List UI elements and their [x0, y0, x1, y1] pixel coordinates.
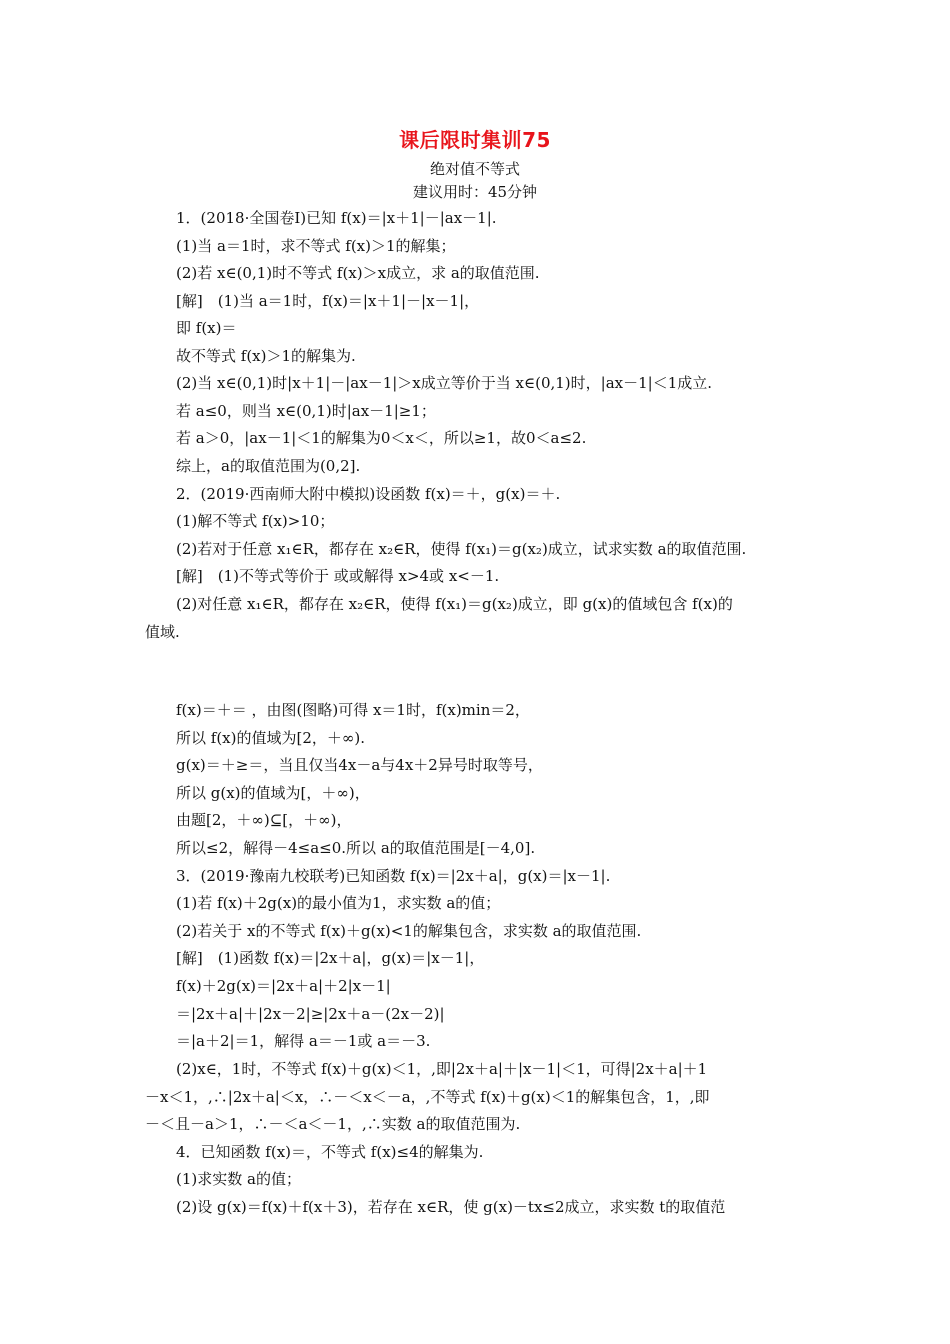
text-line: 故不等式 f(x)＞1的解集为. [176, 347, 356, 365]
text-line: －＜且－a＞1，∴－＜a＜－1，,∴实数 a的取值范围为. [145, 1115, 521, 1133]
text-line: [解] (1)当 a＝1时，f(x)＝|x＋1|－|x－1|， [176, 292, 480, 310]
text-line: (2)设 g(x)＝f(x)＋f(x＋3)，若存在 x∈R，使 g(x)－tx≤2成立，求实数 t的取值范 [176, 1198, 726, 1216]
text-line: (2)若对于任意 x₁∈R，都存在 x₂∈R，使得 f(x₁)＝g(x₂)成立，试求实数 a的取值范围. [176, 540, 747, 558]
text-line: (2)对任意 x₁∈R，都存在 x₂∈R，使得 f(x₁)＝g(x₂)成立，即 g(x)的值域包含 f(x)的 [176, 595, 733, 613]
text-line: (1)当 a＝1时，求不等式 f(x)＞1的解集； [176, 237, 456, 255]
text-line: 若 a＞0，|ax－1|＜1的解集为0＜x＜，所以≥1，故0＜a≤2. [176, 429, 587, 447]
topic-subtitle: 绝对值不等式 [429, 160, 520, 178]
text-line: 1．(2018·全国卷Ⅰ)已知 f(x)＝|x＋1|－|ax－1|. [176, 209, 497, 227]
text-line: [解] (1)不等式等价于 或或解得 x>4或 x<－1. [176, 567, 500, 585]
text-line: 即 f(x)＝ [176, 319, 237, 337]
page-title: 课后限时集训75 [399, 128, 551, 152]
text-line: (1)求实数 a的值； [176, 1170, 301, 1188]
text-line: 由题[2，＋∞)⊆[，＋∞)， [176, 811, 352, 829]
text-line: g(x)＝＋≥＝，当且仅当4x－a与4x＋2异号时取等号， [176, 756, 543, 774]
text-line: 值域. [145, 623, 180, 641]
text-line: f(x)＝＋＝ ，由图(图略)可得 x＝1时，f(x)min＝2， [176, 701, 530, 719]
text-line: (2)当 x∈(0,1)时|x＋1|－|ax－1|＞x成立等价于当 x∈(0,1)时，|ax－1|＜1成立. [176, 374, 713, 392]
text-line: ＝|2x＋a|＋|2x－2|≥|2x＋a－(2x－2)| [176, 1005, 445, 1023]
text-line: －x＜1，,∴|2x＋a|＜x，∴－＜x＜－a，,不等式 f(x)＋g(x)＜1的解集包含，1，,即 [145, 1088, 710, 1106]
text-line: [解] (1)函数 f(x)＝|2x＋a|，g(x)＝|x－1|， [176, 949, 485, 967]
text-line: (1)解不等式 f(x)>10； [176, 512, 335, 530]
text-line: (2)若 x∈(0,1)时不等式 f(x)＞x成立，求 a的取值范围. [176, 264, 540, 282]
text-line: 2．(2019·西南师大附中模拟)设函数 f(x)＝＋，g(x)＝＋. [176, 485, 561, 503]
text-line: (1)若 f(x)＋2g(x)的最小值为1，求实数 a的值； [176, 894, 501, 912]
text-line: 所以 f(x)的值域为[2，＋∞). [176, 729, 365, 747]
text-line: 3．(2019·豫南九校联考)已知函数 f(x)＝|2x＋a|，g(x)＝|x－1|. [176, 867, 611, 885]
time-hint: 建议用时：45分钟 [412, 183, 538, 201]
text-line: 所以≤2，解得－4≤a≤0.所以 a的取值范围是[－4,0]. [176, 839, 536, 857]
text-line: 若 a≤0，则当 x∈(0,1)时|ax－1|≥1； [176, 402, 436, 420]
text-line: (2)x∈，1时，不等式 f(x)＋g(x)＜1，,即|2x＋a|＋|x－1|＜1，可得|2x＋a|＋1 [176, 1060, 708, 1078]
text-line: f(x)＋2g(x)＝|2x＋a|＋2|x－1| [176, 977, 391, 995]
text-line: 所以 g(x)的值域为[，＋∞)， [176, 784, 370, 802]
text-line: (2)若关于 x的不等式 f(x)＋g(x)<1的解集包含，求实数 a的取值范围. [176, 922, 642, 940]
text-line: ＝|a＋2|＝1，解得 a＝－1或 a＝－3. [176, 1032, 431, 1050]
text-line: 4．已知函数 f(x)＝，不等式 f(x)≤4的解集为. [176, 1143, 484, 1161]
text-line: 综上，a的取值范围为(0,2]. [176, 457, 361, 475]
